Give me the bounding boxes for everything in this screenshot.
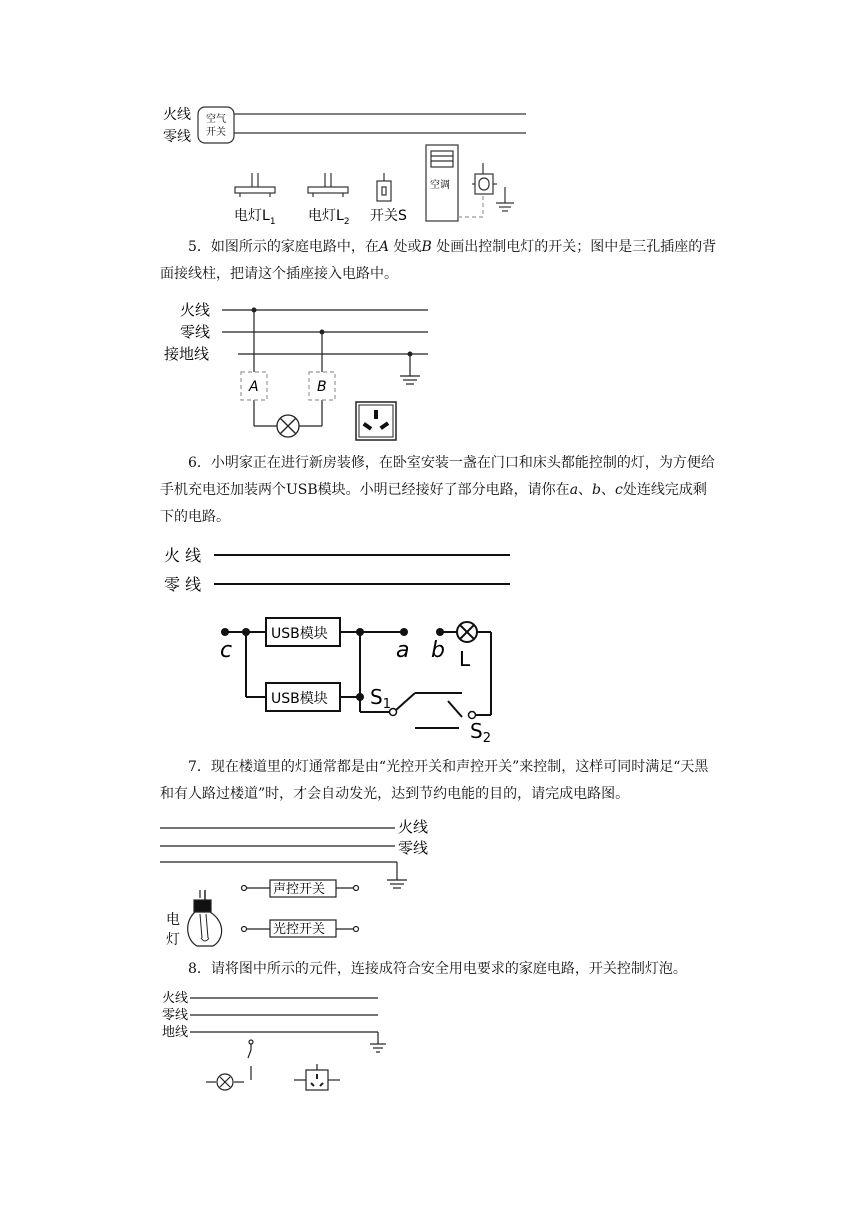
switch-s-label: 开关S: [370, 208, 407, 224]
bulb-symbol-icon: [206, 1074, 244, 1090]
three-pin-socket-icon: [356, 402, 396, 440]
ground-wire-label: 接地线: [164, 345, 210, 363]
neutral-wire-label: 零线: [163, 129, 191, 145]
question-number: 6．: [188, 455, 211, 471]
question-8: [160, 956, 720, 983]
figure-q6-circuit: [150, 538, 520, 748]
question-text: 请将图中所示的元件，连接成符合安全用电要求的家庭电路，开关控制灯泡。: [210, 961, 687, 977]
lamp-label-1: 电: [166, 912, 180, 928]
light-bulb-icon: [188, 890, 222, 946]
sound-switch-label: 声控开关: [273, 882, 326, 897]
lamp-label-2: 灯: [166, 932, 180, 948]
ground-icon: [496, 187, 514, 211]
live-wire-label: 火 线: [164, 546, 202, 565]
question-7: [160, 754, 720, 808]
neutral-wire-label: 零 线: [164, 575, 202, 594]
var-a: A: [378, 239, 390, 255]
question-text: 如图所示的家庭电路中，在: [210, 239, 379, 255]
breaker-label-2: 开关: [206, 127, 226, 138]
live-wire-label: 火线: [163, 107, 191, 123]
neutral-wire-label: 零线: [162, 1008, 189, 1023]
neutral-wire-label: 零线: [398, 839, 429, 857]
usb-module-1-label: USB模块: [271, 626, 328, 642]
separator: 、: [578, 482, 593, 498]
switch-icon: [248, 1040, 253, 1080]
figure-ac-circuit: [150, 95, 540, 230]
var-b: b: [592, 482, 602, 498]
figure-q8-circuit: [150, 986, 400, 1101]
separator: 、: [601, 482, 616, 498]
socket-icon: [472, 163, 497, 194]
question-6: [160, 450, 720, 531]
ground-wire-label: 地线: [162, 1025, 189, 1040]
lamp-l1-icon: [235, 173, 275, 197]
question-number: 7．: [188, 759, 211, 775]
question-text: 小明家正在进行新房装修，在卧室安装一盏在门口和床头都能控制的灯，为方便给手机充电还加装两个USB模块。小明已经接好了部分电路，请你在: [160, 455, 715, 498]
switch-s1-label: $S_1$: [370, 685, 391, 712]
point-c-label: c: [220, 638, 233, 663]
ac-plug-cord: [458, 194, 483, 217]
point-a-label: a: [396, 638, 410, 663]
switch-s-icon: [377, 173, 391, 201]
question-number: 8．: [188, 961, 211, 977]
usb-module-2-label: USB模块: [271, 691, 328, 707]
live-wire-label: 火线: [162, 991, 189, 1006]
lamp-l1-label: 电灯$L_1$: [234, 208, 276, 227]
lamp-l2-label: 电灯$L_2$: [308, 208, 350, 227]
var-b: B: [421, 239, 432, 255]
lamp-l-icon: [457, 622, 477, 642]
var-a: a: [569, 482, 579, 498]
lamp-l-label: L: [459, 647, 471, 671]
lamp-l2-icon: [308, 173, 348, 197]
box-b-label: B: [317, 379, 327, 395]
live-wire-label: 火线: [180, 301, 211, 319]
box-a-label: A: [249, 379, 259, 395]
figure-q7-circuit: [150, 816, 450, 956]
question-text: 处连线完成剩下的电路。: [160, 482, 707, 525]
neutral-wire-label: 零线: [180, 323, 211, 341]
figure-q5-circuit: [150, 296, 450, 446]
breaker-label-1: 空气: [206, 114, 226, 125]
lamp-icon: [277, 415, 299, 437]
light-switch-label: 光控开关: [273, 922, 326, 937]
question-text: 处画出控制电灯的开关；图中是三孔插座的背面接线柱，把请这个插座接入电路中。: [160, 239, 717, 282]
question-text: 处或: [389, 239, 422, 255]
three-pin-socket-icon: [294, 1064, 340, 1090]
question-5: [160, 234, 720, 288]
var-c: c: [615, 482, 623, 498]
question-text: 现在楼道里的灯通常都是由“光控开关和声控开关”来控制，这样可同时满足“天黑和有人路过楼道”时，才会自动发光，达到节约电能的目的，请完成电路图。: [160, 759, 709, 802]
question-number: 5．: [188, 239, 211, 255]
ac-label: 空调: [430, 180, 450, 191]
point-b-label: b: [431, 638, 445, 663]
live-wire-label: 火线: [398, 818, 429, 836]
switch-s2-label: $S_2$: [470, 719, 491, 746]
